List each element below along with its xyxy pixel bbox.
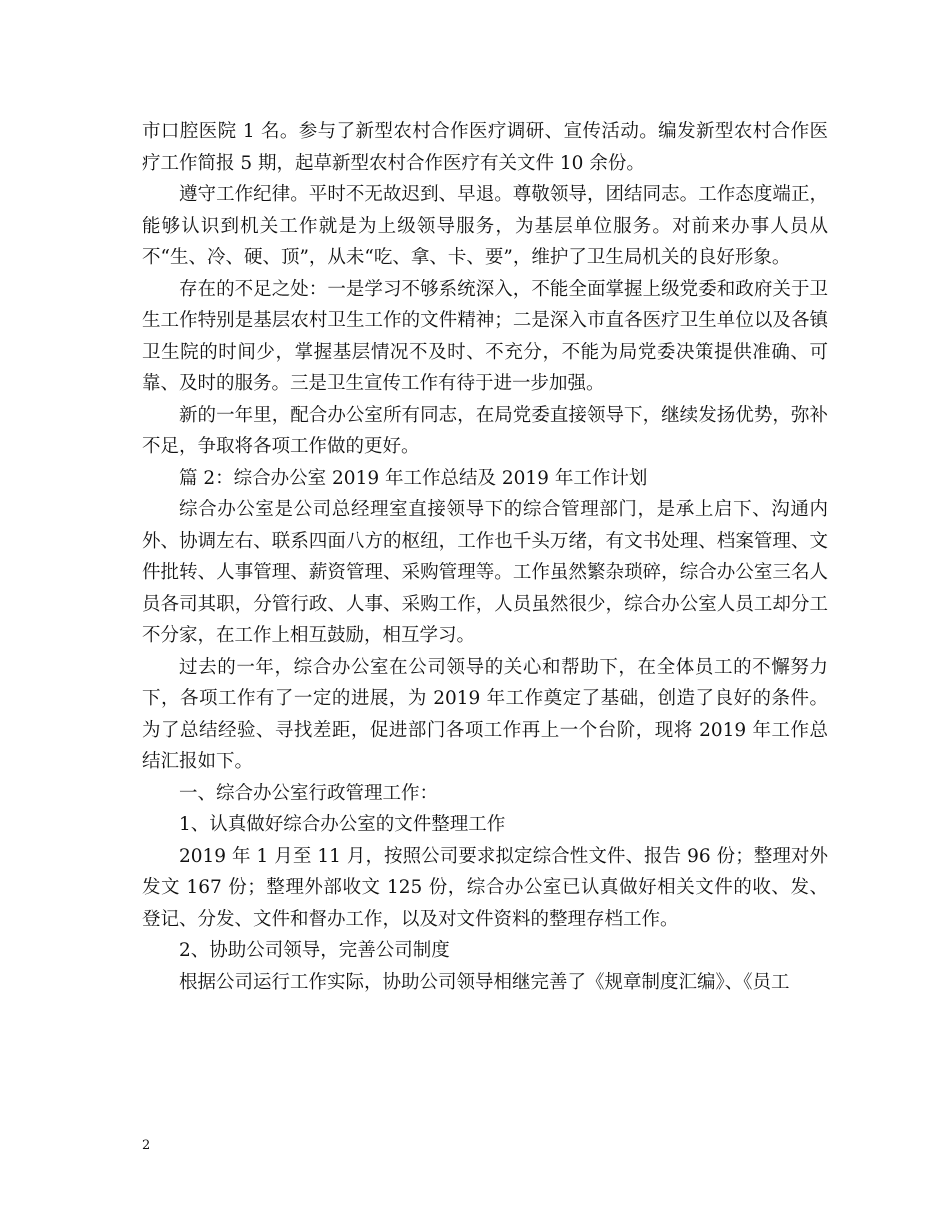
- section-heading: 篇 2：综合办公室 2019 年工作总结及 2019 年工作计划: [179, 467, 648, 489]
- paragraph: 综合办公室是公司总经理室直接领导下的综合管理部门，是承上启下、沟通内外、协调左右、联系四面八方的枢纽，工作也千头万绪，有文书处理、档案管理、文件批转、人事管理、薪资管理、采购管理等。工作虽然繁杂琐碎，综合办公室三名人员各司其职，分管行政、人事、采购工作，人员虽然很少，综合办公室人员工却分工不分家，在工作上相互鼓励，相互学习。: [142, 499, 828, 646]
- item-heading: 1、认真做好综合办公室的文件整理工作: [179, 814, 506, 835]
- subsection-heading: 一、综合办公室行政管理工作：: [179, 782, 439, 804]
- page-number: 2: [142, 1138, 151, 1153]
- document-body: [142, 116, 828, 998]
- paragraph: 遵守工作纪律。平时不无故迟到、早退。尊敬领导，团结同志。工作态度端正，能够认识到机关工作就是为上级领导服务，为基层单位服务。对前来办事人员从不“生、冷、硬、顶”，从未“吃、拿、卡、要”，维护了卫生局机关的良好形象。: [142, 184, 828, 268]
- item-heading: 2、协助公司领导，完善公司制度: [179, 940, 450, 961]
- paragraph: 存在的不足之处：一是学习不够系统深入，不能全面掌握上级党委和政府关于卫生工作特别是基层农村卫生工作的文件精神；二是深入市直各医疗卫生单位以及各镇卫生院的时间少，掌握基层情况不及时、不充分，不能为局党委决策提供准确、可靠、及时的服务。三是卫生宣传工作有待于进一步加强。: [142, 278, 828, 394]
- paragraph: 新的一年里，配合办公室所有同志，在局党委直接领导下，继续发扬优势，弥补不足，争取将各项工作做的更好。: [142, 404, 828, 457]
- paragraph: 根据公司运行工作实际，协助公司领导相继完善了《规章制度汇编》、《员工: [179, 971, 790, 993]
- paragraph: 市口腔医院 1 名。参与了新型农村合作医疗调研、宣传活动。编发新型农村合作医疗工作简报 5 期，起草新型农村合作医疗有关文件 10 余份。: [142, 121, 828, 174]
- paragraph: 2019 年 1 月至 11 月，按照公司要求拟定综合性文件、报告 96 份；整理对外发文 167 份；整理外部收文 125 份，综合办公室已认真做好相关文件的收、发、登记、分发、文件和督办工作，以及对文件资料的整理存档工作。: [142, 845, 828, 930]
- paragraph: 过去的一年，综合办公室在公司领导的关心和帮助下，在全体员工的不懈努力下，各项工作有了一定的进展，为 2019 年工作奠定了基础，创造了良好的条件。为了总结经验、寻找差距，促进部门各项工作再上一个台阶，现将 2019 年工作总结汇报如下。: [142, 656, 828, 772]
